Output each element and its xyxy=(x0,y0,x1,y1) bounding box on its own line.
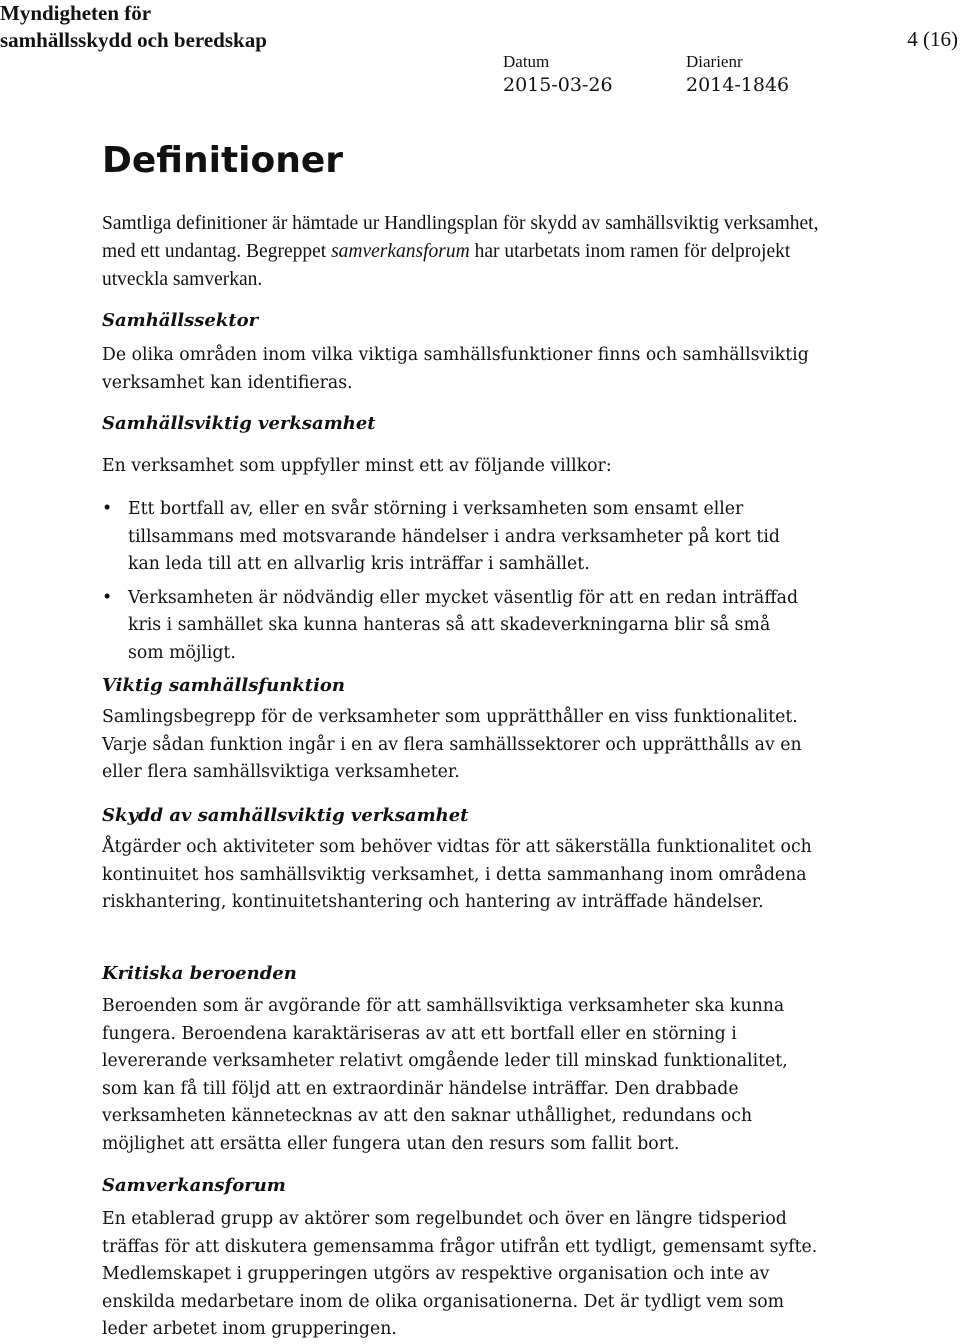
definition-skydd xyxy=(102,803,822,917)
organization-name-line2: samhällsskydd och beredskap xyxy=(0,28,267,52)
definition-samverkansforum xyxy=(102,1173,822,1344)
definition-term: Samhällsviktig verksamhet xyxy=(102,413,376,434)
intro-italic-term: samverkansforum xyxy=(331,241,470,262)
intro-text-1: Samtliga definitioner är hämtade ur Handlingsplan för skydd av samhällsviktig verksamhet, med ett undantag. Begreppet xyxy=(102,213,819,262)
definition-samhallsviktig-verksamhet xyxy=(102,411,822,481)
date-value: 2015-03-26 xyxy=(503,74,613,96)
page-number: 4 (16) xyxy=(907,27,958,51)
definition-term: Samhällssektor xyxy=(102,310,259,331)
list-item: • Ett bortfall av, eller en svår störning i verksamheten som ensamt eller tillsammans med motsvarande händelser i andra verksamheter på kort tid kan leda till att en allvarlig kris inträffar i samhället. xyxy=(102,496,802,579)
intro-paragraph xyxy=(102,210,822,294)
definition-kritiska-beroenden xyxy=(102,961,822,1158)
definition-text: En etablerad grupp av aktörer som regelbundet och över en längre tidsperiod träffas för att diskutera gemensamma frågor utifrån ett tydligt, gemensamt syfte. Medlemskapet i grupperingen utgörs av respektive organisation och inte av enskilda medarbetare inom de olika organisationerna. Det är tydligt vem som leder arbetet inom grupperingen. xyxy=(102,1209,818,1339)
date-label: Datum xyxy=(503,52,550,71)
definition-text: En verksamhet som uppfyller minst ett av följande villkor: xyxy=(102,456,612,476)
definition-term: Kritiska beroenden xyxy=(102,963,297,984)
intro-text-2: har utarbetats inom ramen för delprojekt utveckla samverkan. xyxy=(102,241,791,290)
definition-samhallssektor xyxy=(102,308,822,397)
definition-term: Viktig samhällsfunktion xyxy=(102,675,345,696)
definition-text: Åtgärder och aktiviteter som behöver vidtas för att säkerställa funktionalitet och kontinuitet hos samhällsviktig verksamhet, i detta sammanhang inom områdena riskhantering, kontinuitetshantering och hantering av inträffade händelser. xyxy=(102,837,812,912)
page-title: Definitioner xyxy=(102,140,344,181)
registration-value: 2014-1846 xyxy=(686,74,790,96)
definition-text: De olika områden inom vilka viktiga samhällsfunktioner finns och samhällsviktig verksamhet kan identifieras. xyxy=(102,345,809,393)
definition-term: Samverkansforum xyxy=(102,1175,286,1196)
registration-label: Diarienr xyxy=(686,52,743,71)
definition-text: Samlingsbegrepp för de verksamheter som upprätthåller en viss funktionalitet. Varje sådan funktion ingår i en av flera samhällssektorer och upprätthålls av en eller flera samhällsviktiga verksamheter. xyxy=(102,707,802,782)
definition-viktig-samhallsfunktion xyxy=(102,673,822,787)
list-item: • Verksamheten är nödvändig eller mycket väsentlig för att en redan inträffad kris i samhället ska kunna hanteras så att skadeverkningarna blir så små som möjligt. xyxy=(102,585,802,668)
bullet-list xyxy=(102,496,802,673)
definition-text: Beroenden som är avgörande för att samhällsviktiga verksamheter ska kunna fungera. Beroendena karaktäriseras av att ett bortfall eller en störning i levererande verksamheter relativt omgående leder till minskad funktionalitet, som kan få till följd att en extraordinär händelse inträffar. Den drabbade verksamheten kännetecknas av att den saknar uthållighet, redundans och möjlighet att ersätta eller fungera utan den resurs som fallit bort. xyxy=(102,996,788,1154)
definition-term: Skydd av samhällsviktig verksamhet xyxy=(102,805,469,826)
organization-name xyxy=(0,0,267,54)
organization-name-line1: Myndigheten för xyxy=(0,1,152,25)
